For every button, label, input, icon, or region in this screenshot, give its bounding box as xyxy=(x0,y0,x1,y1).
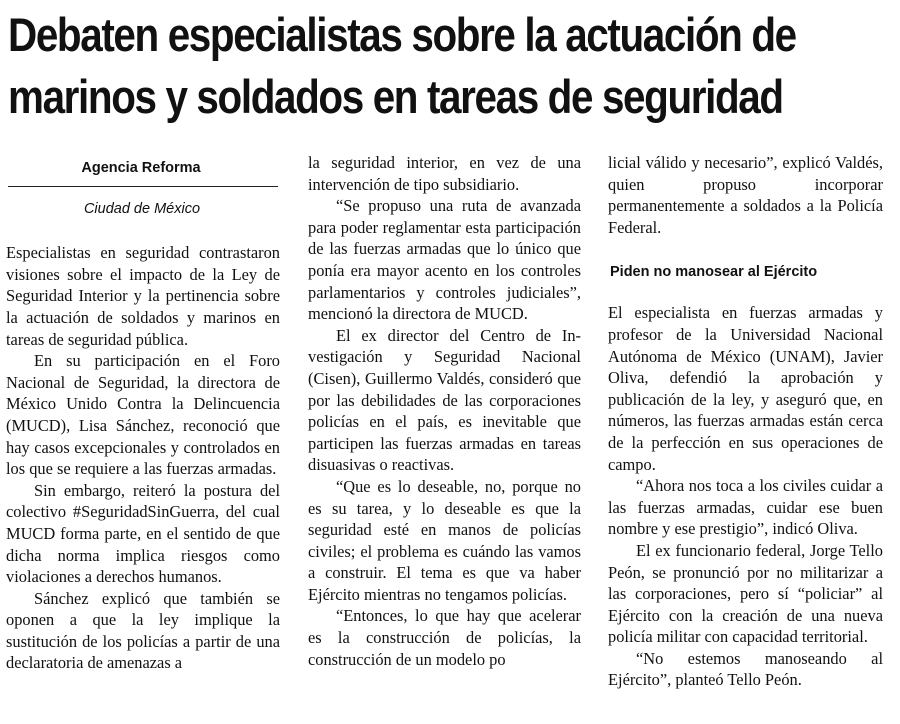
paragraph: En su participación en el Foro Nacional de Seguridad, la directora de México Unido Contra la Delincuencia (MUCD), Lisa Sánchez, reconoció que hay casos excepcionales y controlados en los que se requiere a las fuerzas armadas. xyxy=(6,351,280,479)
column-2 xyxy=(308,152,581,724)
paragraph: “No estemos manoseando al Ejército”, planteó Tello Peón. xyxy=(608,648,883,690)
paragraph: El especialista en fuerzas armadas y profesor de la Universidad Nacional Autónoma de México (UNAM), Javier Oliva, defendió la aprobación y publicación de la ley, y aseguró que, en números, las fuerzas armadas están cerca de la perfección en sus operaciones de campo. xyxy=(608,303,883,474)
subheading: Piden no manosear al Ejército xyxy=(610,264,818,281)
column-3 xyxy=(608,152,883,724)
byline: Agencia Reforma xyxy=(81,160,201,176)
paragraph: “Que es lo deseable, no, porque no es su tarea, y lo deseable es que la seguridad esté en manos de policías civiles; el problema es cuándo las vamos a construir. El tema es que va haber Ejército mientras no tengamos policías. xyxy=(308,476,581,604)
paragraph: El ex director del Centro de Investigación y Seguridad Nacional (Cisen), Guillermo Valdés, consideró que por las debilidades de las corporaciones policías en el país, es inevitable que participen las fuerzas armadas en tareas disuasivas o reactivas. xyxy=(308,325,581,475)
paragraph: “Ahora nos toca a los civiles cuidar a las fuerzas armadas, cuidar ese buen nombre y ese prestigio”, indicó Oliva. xyxy=(608,476,883,539)
headline xyxy=(8,4,894,128)
paragraph: Sánchez explicó que también se oponen a que la ley implique la sustitución de los policías a partir de una declaratoria de amenazas a xyxy=(6,588,280,673)
paragraph: la seguridad interior, en vez de una intervención de tipo subsidiario. xyxy=(308,153,581,194)
paragraph: Sin embargo, reiteró la postura del colectivo #SeguridadSinGuerra, del cual MUCD forma parte, en el sentido de que dicha norma implica riesgos como violaciones a derechos humanos. xyxy=(6,480,280,587)
headline-line-1: Debaten especialistas sobre la actuación de xyxy=(8,8,796,61)
headline-line-2: marinos y soldados en tareas de seguridad xyxy=(8,70,783,123)
paragraph: licial válido y necesario”, explicó Valdés, quien propuso incorporar permanentemente a soldados a la Policía Federal. xyxy=(608,153,883,237)
paragraph: El ex funcionario federal, Jorge Tello Peón, se pronunció por no militarizar a las corporaciones, pero sí “policiar” al Ejército con la creación de una nueva policía militar con capacidad territorial. xyxy=(608,540,883,647)
paragraph: Especialistas en seguridad contrastaron visiones sobre el impacto de la Ley de Seguridad Interior y la pertinencia sobre la actuación de soldados y marinos en tareas de seguridad pública. xyxy=(6,243,280,349)
dateline: Ciudad de México xyxy=(83,200,201,217)
paragraph: “Se propuso una ruta de avanzada para poder reglamentar esta participación de las fuerzas armadas que lo único que ponía era mayor acento en los controles parlamentarios y controles judiciales”, mencionó la directora de MUCD. xyxy=(308,196,581,324)
paragraph: “Entonces, lo que hay que acelerar es la construcción de policías, la construcción de un modelo po xyxy=(308,606,581,669)
column-1 xyxy=(6,150,280,722)
